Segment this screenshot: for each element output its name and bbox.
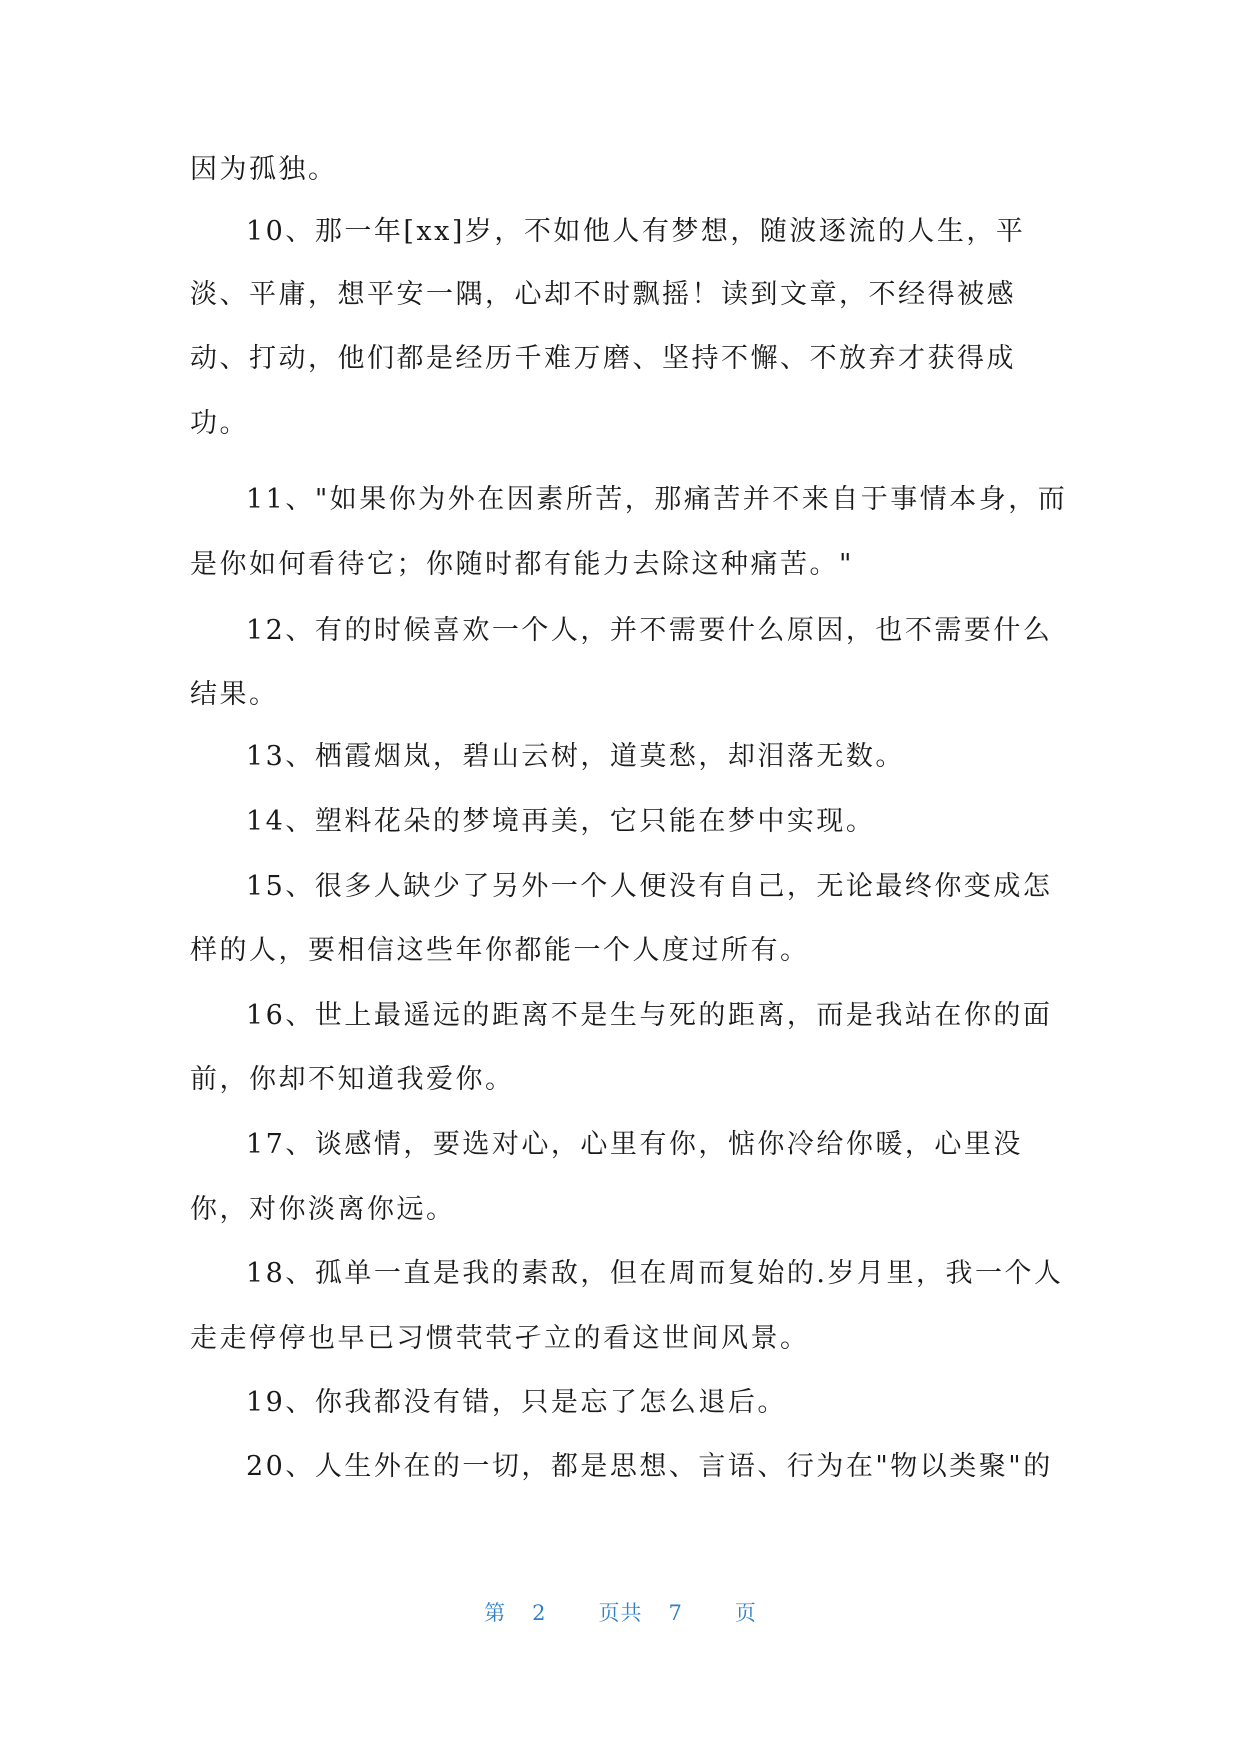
text-line: 动、打动，他们都是经历千难万磨、坚持不懈、不放弃才获得成 (190, 343, 1016, 374)
text-line: 15、很多人缺少了另外一个人便没有自己，无论最终你变成怎 (246, 871, 1053, 902)
text-line: 12、有的时候喜欢一个人，并不需要什么原因，也不需要什么 (246, 615, 1053, 646)
footer-prefix: 第 (484, 1601, 507, 1625)
text-line: 11、"如果你为外在因素所苦，那痛苦并不来自于事情本身，而 (246, 484, 1068, 515)
text-line: 淡、平庸，想平安一隅，心却不时飘摇！读到文章，不经得被感 (190, 279, 1016, 310)
text-line: 18、孤单一直是我的素敌，但在周而复始的.岁月里，我一个人 (246, 1258, 1064, 1289)
footer-suffix: 页 (734, 1601, 757, 1625)
text-line: 样的人，要相信这些年你都能一个人度过所有。 (190, 935, 810, 966)
page-footer (0, 1598, 1241, 1628)
text-line: 因为孤独。 (190, 154, 338, 185)
text-line: 功。 (190, 408, 249, 439)
text-line: 16、世上最遥远的距离不是生与死的距离，而是我站在你的面 (246, 1000, 1053, 1031)
text-line: 走走停停也早已习惯茕茕孑立的看这世间风景。 (190, 1323, 810, 1354)
footer-current-page: 2 (532, 1601, 547, 1625)
text-line: 10、那一年[xx]岁，不如他人有梦想，随波逐流的人生，平 (246, 216, 1026, 247)
text-line: 17、谈感情，要选对心，心里有你，惦你冷给你暖，心里没 (246, 1129, 1023, 1160)
text-line: 13、栖霞烟岚，碧山云树，道莫愁，却泪落无数。 (246, 741, 905, 772)
footer-middle: 页共 (598, 1601, 643, 1625)
text-line: 20、人生外在的一切，都是思想、言语、行为在"物以类聚"的 (246, 1451, 1053, 1482)
text-line: 19、你我都没有错，只是忘了怎么退后。 (246, 1387, 787, 1418)
text-line: 你，对你淡离你远。 (190, 1194, 456, 1225)
text-line: 前，你却不知道我爱你。 (190, 1064, 515, 1095)
footer-total-pages: 7 (668, 1601, 683, 1625)
text-line: 是你如何看待它；你随时都有能力去除这种痛苦。" (190, 549, 854, 580)
text-line: 结果。 (190, 679, 279, 710)
text-line: 14、塑料花朵的梦境再美，它只能在梦中实现。 (246, 806, 876, 837)
